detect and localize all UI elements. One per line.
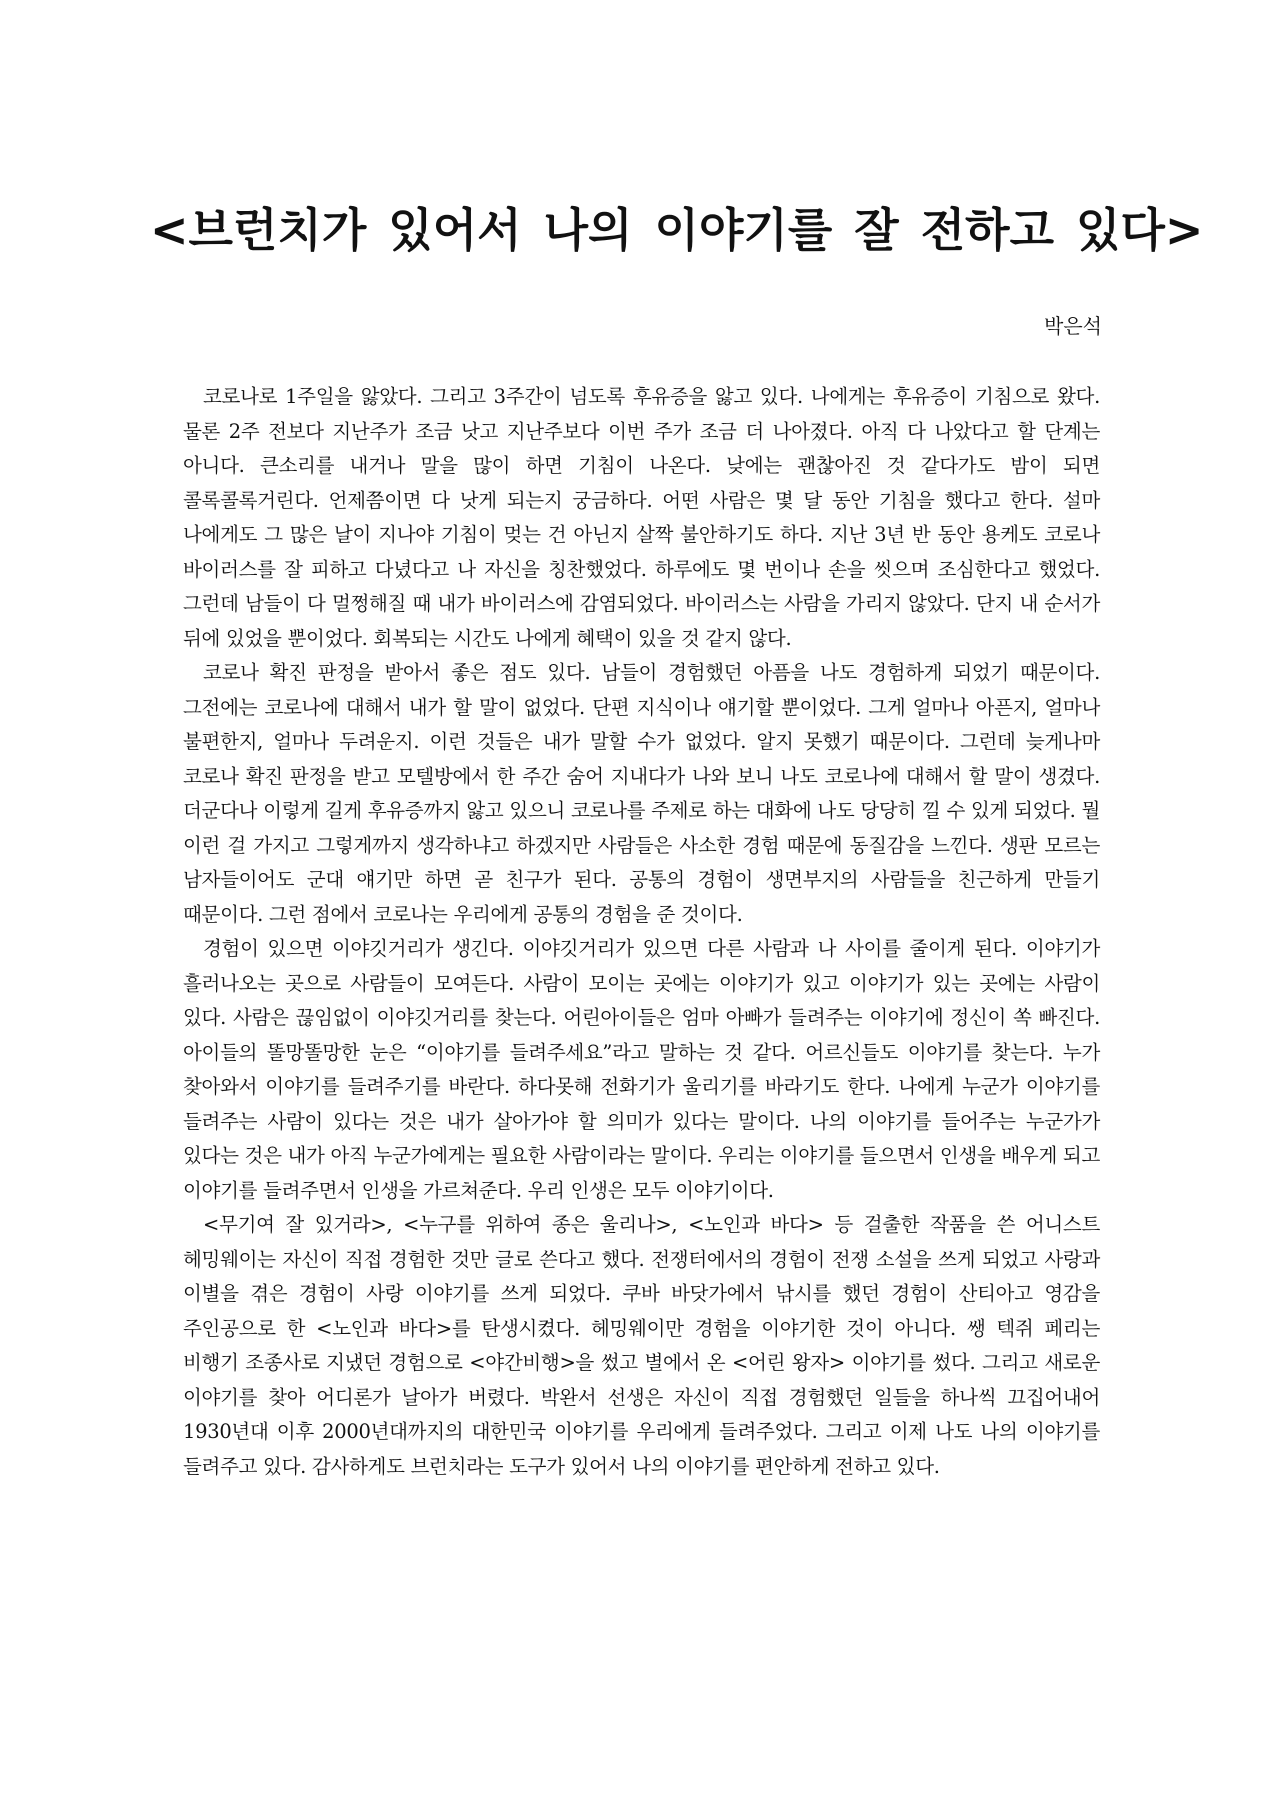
paragraph: 코로나로 1주일을 앓았다. 그리고 3주간이 넘도록 후유증을 앓고 있다. 나에게는 후유증이 기침으로 왔다. 물론 2주 전보다 지난주가 조금 낫고 지난주보다 이번 주가 조금 더 나아졌다. 아직 다 나았다고 할 단계는 아니다. 큰소리를 내거나 말을 많이 하면 기침이 나온다. 낮에는 괜찮아진 것 같다가도 밤이 되면 콜록콜록거린다. 언제쯤이면 다 낫게 되는지 궁금하다. 어떤 사람은 몇 달 동안 기침을 했다고 한다. 설마 나에게도 그 많은 날이 지나야 기침이 멎는 건 아닌지 살짝 불안하기도 하다. 지난 3년 반 동안 용케도 코로나 바이러스를 잘 피하고 다녔다고 나 자신을 칭찬했었다. 하루에도 몇 번이나 손을 씻으며 조심한다고 했었다. 그런데 남들이 다 멀쩡해질 때 내가 바이러스에 감염되었다. 바이러스는 사람을 가리지 않았다. 단지 내 순서가 뒤에 있었을 뿐이었다. 회복되는 시간도 나에게 혜택이 있을 것 같지 않다. [183,385,1100,650]
paragraph: <무기여 잘 있거라>, <누구를 위하여 종은 울리나>, <노인과 바다> 등 걸출한 작품을 쓴 어니스트 헤밍웨이는 자신이 직접 경험한 것만 글로 쓴다고 했다. 전쟁터에서의 경험이 전쟁 소설을 쓰게 되었고 사랑과 이별을 겪은 경험이 사랑 이야기를 쓰게 되었다. 쿠바 바닷가에서 낚시를 했던 경험이 산티아고 영감을 주인공으로 한 <노인과 바다>를 탄생시켰다. 헤밍웨이만 경험을 이야기한 것이 아니다. 쌩 텍쥐 페리는 비행기 조종사로 지냈던 경험으로 <야간비행>을 썼고 별에서 온 <어린 왕자> 이야기를 썼다. 그리고 새로운 이야기를 찾아 어디론가 날아가 버렸다. 박완서 선생은 자신이 직접 경험했던 일들을 하나씩 끄집어내어 1930년대 이후 2000년대까지의 대한민국 이야기를 우리에게 들려주었다. 그리고 이제 나도 나의 이야기를 들려주고 있다. 감사하게도 브런치라는 도구가 있어서 나의 이야기를 편안하게 전하고 있다. [183,1213,1100,1478]
paragraph: 코로나 확진 판정을 받아서 좋은 점도 있다. 남들이 경험했던 아픔을 나도 경험하게 되었기 때문이다. 그전에는 코로나에 대해서 내가 할 말이 없었다. 단편 지식이나 얘기할 뿐이었다. 그게 얼마나 아픈지, 얼마나 불편한지, 얼마나 두려운지. 이런 것들은 내가 말할 수가 없었다. 알지 못했기 때문이다. 그런데 늦게나마 코로나 확진 판정을 받고 모텔방에서 한 주간 숨어 지내다가 나와 보니 나도 코로나에 대해서 할 말이 생겼다. 더군다나 이렇게 길게 후유증까지 앓고 있으니 코로나를 주제로 하는 대화에 나도 당당히 낄 수 있게 되었다. 뭘 이런 걸 가지고 그렇게까지 생각하냐고 하겠지만 사람들은 사소한 경험 때문에 동질감을 느낀다. 생판 모르는 남자들이어도 군대 얘기만 하면 곧 친구가 된다. 공통의 경험이 생면부지의 사람들을 친근하게 만들기 때문이다. 그런 점에서 코로나는 우리에게 공통의 경험을 준 것이다. [183,661,1100,926]
document-body [183,380,1100,1484]
document-author: 박은석 [1044,314,1102,338]
paragraph: 경험이 있으면 이야깃거리가 생긴다. 이야깃거리가 있으면 다른 사람과 나 사이를 줄이게 된다. 이야기가 흘러나오는 곳으로 사람들이 모여든다. 사람이 모이는 곳에는 이야기가 있고 이야기가 있는 곳에는 사람이 있다. 사람은 끊임없이 이야깃거리를 찾는다. 어린아이들은 엄마 아빠가 들려주는 이야기에 정신이 쏙 빠진다. 아이들의 똘망똘망한 눈은 “이야기를 들려주세요”라고 말하는 것 같다. 어르신들도 이야기를 찾는다. 누가 찾아와서 이야기를 들려주기를 바란다. 하다못해 전화기가 울리기를 바라기도 한다. 나에게 누군가 이야기를 들려주는 사람이 있다는 것은 내가 살아가야 할 의미가 있다는 말이다. 나의 이야기를 들어주는 누군가가 있다는 것은 내가 아직 누군가에게는 필요한 사람이라는 말이다. 우리는 이야기를 들으면서 인생을 배우게 되고 이야기를 들려주면서 인생을 가르쳐준다. 우리 인생은 모두 이야기이다. [183,937,1100,1202]
document-title: <브런치가 있어서 나의 이야기를 잘 전하고 있다> [150,203,1204,257]
